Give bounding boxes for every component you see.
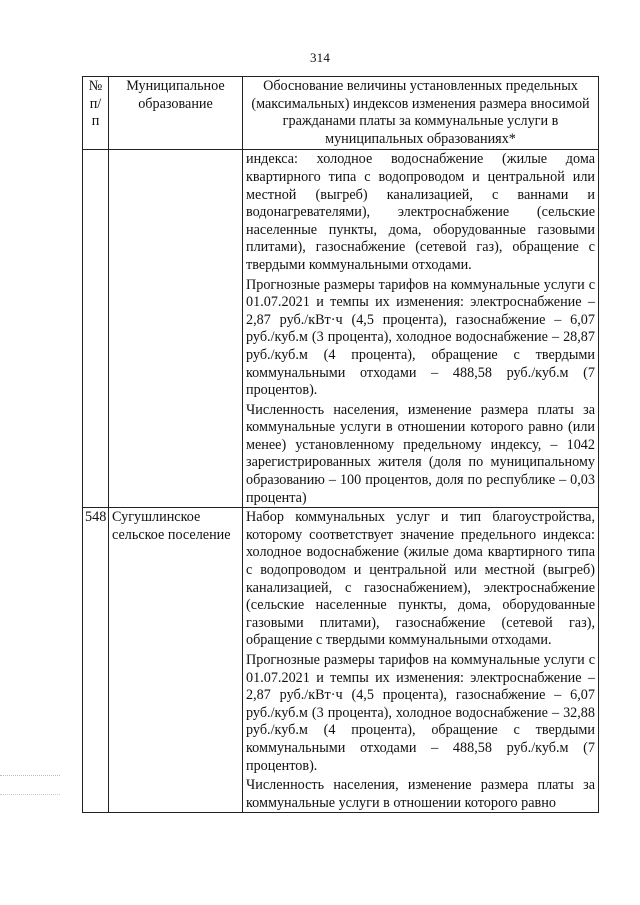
row-number (83, 150, 109, 508)
justification-paragraph: Численность населения, изменение размера платы за коммунальные услуги в отношении которого равно (246, 777, 595, 811)
table-header-row (83, 77, 599, 150)
row-number: 548 (83, 508, 109, 813)
scan-artifact-dots (0, 794, 60, 796)
justification-paragraph: Прогнозные размеры тарифов на коммунальные услуги с 01.07.2021 и темпы их изменения: электроснабжение – 2,87 руб./кВт·ч (4,5 процента), газоснабжение – 6,07 руб./куб.м (3 процента), холодное водоснабжение – 32,88 руб./куб.м (4 процента), обращение с твердыми коммунальными отходами – 488,58 руб./куб.м (7 процентов). (246, 652, 595, 774)
row-justification (243, 508, 599, 813)
justification-paragraph: Прогнозные размеры тарифов на коммунальные услуги с 01.07.2021 и темпы их изменения: электроснабжение – 2,87 руб./кВт·ч (4,5 процента), газоснабжение – 6,07 руб./куб.м (3 процента), холодное водоснабжение – 28,87 руб./куб.м (4 процента), обращение с твердыми коммунальными отходами – 488,58 руб./куб.м (7 процентов). (246, 276, 595, 399)
row-justification (243, 150, 599, 508)
header-municipality: Муниципальное образование (109, 77, 243, 150)
row-municipality (109, 150, 243, 508)
row-municipality: Сугушлинское сельское поселение (109, 508, 243, 813)
table-row (83, 508, 599, 813)
justification-paragraph: индекса: холодное водоснабжение (жилые дома квартирного типа с водопроводом и центральной или местной (выгреб) канализацией, с ваннами и водонагревателями), электроснабжение (сельские населенные пункты, дома, оборудованные газовыми плитами), газоснабжение (сетевой газ), обращение с твердыми коммунальными отходами. (246, 151, 595, 273)
header-justification: Обоснование величины установленных предельных (максимальных) индексов изменения размера вносимой гражданами платы за коммунальные услуги в муниципальных образованиях* (243, 77, 599, 150)
justification-paragraph: Набор коммунальных услуг и тип благоустройства, которому соответствует значение предельного индекса: холодное водоснабжение (жилые дома квартирного типа с водопроводом и центральной или местной (выгреб) канализацией, с газоснабжением), электроснабжение (сельские населенные пункты, дома, оборудованные газовыми плитами), газоснабжение (сетевой газ), обращение с твердыми коммунальными отходами. (246, 509, 595, 649)
header-num: № п/п (83, 77, 109, 150)
tariff-justification-table (82, 76, 599, 813)
justification-paragraph: Численность населения, изменение размера платы за коммунальные услуги в отношении которого равно (или менее) установленному предельному индексу, – 1042 зарегистрированных жителя (доля по муниципальному образованию – 100 процентов, доля по республике – 0,03 процента) (246, 401, 595, 506)
page-number: 314 (309, 50, 331, 65)
scan-artifact-dots (0, 775, 60, 777)
table-row (83, 150, 599, 508)
